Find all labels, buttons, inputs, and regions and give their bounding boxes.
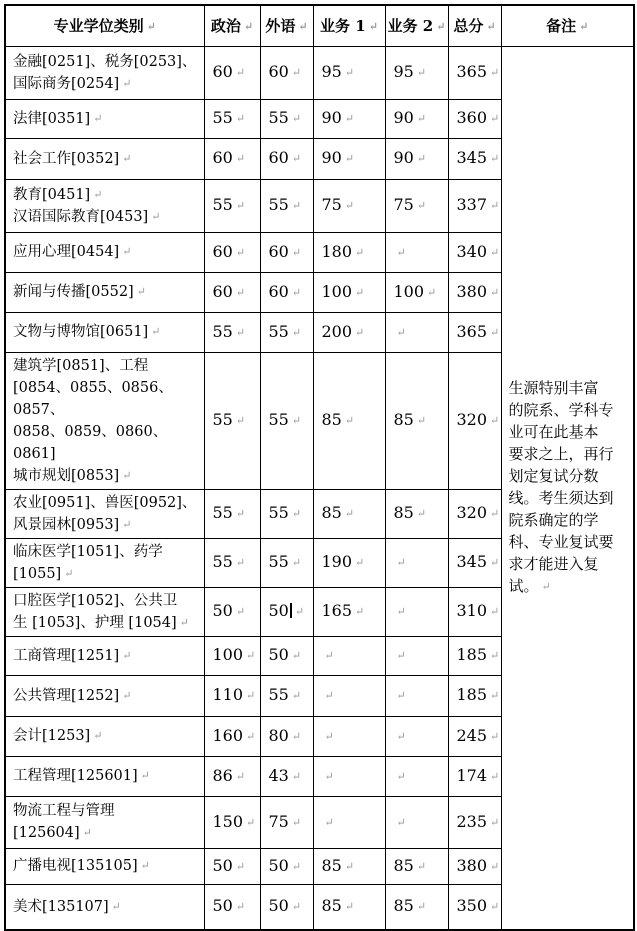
col-header-foreign-language-label: 外语 ↵ (265, 17, 307, 35)
politics-score-cell[interactable] (204, 796, 260, 848)
subject2-score-cell[interactable] (385, 352, 448, 489)
score-value: 55 ↵ (213, 410, 246, 429)
politics-score-cell[interactable] (204, 312, 260, 352)
politics-score-cell[interactable] (204, 538, 260, 587)
category-text: 会计[1253] ↵ (13, 725, 201, 747)
score-value: 60 ↵ (269, 282, 302, 301)
total-score-cell[interactable] (448, 716, 501, 756)
score-value (322, 645, 334, 664)
table-body (5, 46, 634, 930)
total-score-cell[interactable] (448, 796, 501, 848)
subject1-score-cell[interactable] (313, 179, 385, 232)
col-header-subject2-label: 业务 2 ↵ (388, 17, 446, 35)
category-cell[interactable] (5, 884, 204, 930)
subject1-score-cell[interactable] (313, 46, 385, 99)
score-value: 100 ↵ (322, 282, 365, 301)
subject1-score-cell[interactable] (313, 489, 385, 538)
subject2-score-cell[interactable] (385, 99, 448, 138)
subject2-score-cell[interactable] (385, 538, 448, 587)
category-cell[interactable] (5, 489, 204, 538)
score-value: 55 ↵ (213, 503, 246, 522)
col-header-category-label: 专业学位类别 ↵ (54, 17, 156, 35)
score-value: 55 ↵ (213, 552, 246, 571)
category-text: 建筑学[0851]、工程 [0854、0855、0856、0857、 0858、0859、0860、0861] 城市规划[0853] ↵ (13, 355, 201, 487)
subject2-score-cell[interactable] (385, 489, 448, 538)
politics-score-cell[interactable] (204, 46, 260, 99)
score-value (394, 552, 406, 571)
col-header-subject2[interactable] (385, 5, 448, 46)
total-score-cell[interactable] (448, 179, 501, 232)
subject1-score-cell[interactable] (313, 796, 385, 848)
score-value: 360 ↵ (457, 108, 500, 127)
text-caret (290, 603, 292, 618)
score-value (322, 726, 334, 745)
total-score-cell[interactable] (448, 99, 501, 138)
politics-score-cell[interactable] (204, 99, 260, 138)
score-value: 50 ↵ (213, 856, 246, 875)
score-value: 100 ↵ (394, 282, 437, 301)
score-value: 337 ↵ (457, 195, 500, 214)
subject1-score-cell[interactable] (313, 99, 385, 138)
score-value (322, 766, 334, 785)
foreign-language-score-cell[interactable] (260, 489, 313, 538)
col-header-subject1-label: 业务 1 ↵ (320, 17, 378, 35)
total-score-cell[interactable] (448, 46, 501, 99)
score-value: 55 ↵ (269, 410, 302, 429)
score-value: 180 ↵ (322, 242, 365, 261)
category-cell[interactable] (5, 272, 204, 312)
foreign-language-score-cell[interactable] (260, 796, 313, 848)
subject2-score-cell[interactable] (385, 138, 448, 179)
subject2-score-cell[interactable] (385, 716, 448, 756)
foreign-language-score-cell[interactable] (260, 312, 313, 352)
score-value: 235 ↵ (457, 812, 500, 831)
score-value: 150 ↵ (213, 812, 256, 831)
score-value: 90 ↵ (322, 148, 355, 167)
score-value: 365 ↵ (457, 322, 500, 341)
score-value (394, 685, 406, 704)
category-text: 美术[135107] ↵ (13, 896, 201, 918)
score-value: 55 ↵ (213, 322, 246, 341)
col-header-foreign-language[interactable] (260, 5, 313, 46)
remarks-cell[interactable] (501, 46, 634, 930)
score-value: 85 ↵ (394, 856, 427, 875)
col-header-notes[interactable] (501, 5, 634, 46)
foreign-language-score-cell[interactable] (260, 46, 313, 99)
subject2-score-cell[interactable] (385, 587, 448, 636)
subject1-score-cell[interactable] (313, 352, 385, 489)
total-score-cell[interactable] (448, 272, 501, 312)
politics-score-cell[interactable] (204, 716, 260, 756)
score-value: 320 ↵ (457, 410, 500, 429)
score-value: 95 ↵ (394, 62, 427, 81)
score-value (394, 322, 406, 341)
score-value: 50 ↵ (213, 601, 246, 620)
category-cell[interactable] (5, 232, 204, 272)
score-value: 75 ↵ (269, 812, 302, 831)
category-cell[interactable] (5, 587, 204, 636)
score-value: 60 ↵ (213, 62, 246, 81)
category-text: 文物与博物馆[0651] ↵ (13, 321, 201, 343)
score-value: 340 ↵ (457, 242, 500, 261)
foreign-language-score-cell[interactable] (260, 232, 313, 272)
subject2-score-cell[interactable] (385, 884, 448, 930)
score-value: 174 ↵ (457, 766, 500, 785)
total-score-cell[interactable] (448, 675, 501, 716)
score-value: 160 ↵ (213, 726, 256, 745)
score-value: 85 ↵ (394, 410, 427, 429)
score-value: 75 ↵ (394, 195, 427, 214)
header-row (5, 5, 634, 46)
score-value: 60 ↵ (213, 282, 246, 301)
score-value: 50 ↵ (213, 896, 246, 915)
politics-score-cell[interactable] (204, 636, 260, 675)
category-text: 公共管理[1252] ↵ (13, 685, 201, 707)
col-header-politics[interactable] (204, 5, 260, 46)
score-value: 55 ↵ (269, 108, 302, 127)
category-text: 广播电视[135105] ↵ (13, 855, 201, 877)
score-value: 50 ↵ (269, 645, 302, 664)
score-value: 50 ↵ (269, 856, 302, 875)
score-value (394, 726, 406, 745)
category-text: 工商管理[1251] ↵ (13, 645, 201, 667)
score-value: 365 ↵ (457, 62, 500, 81)
score-value: 80 ↵ (269, 726, 302, 745)
politics-score-cell[interactable] (204, 489, 260, 538)
score-value: 50 ↵ (269, 896, 302, 915)
col-header-subject1[interactable] (313, 5, 385, 46)
score-value: 85 ↵ (394, 503, 427, 522)
score-value: 60 ↵ (269, 242, 302, 261)
score-value: 43 ↵ (269, 766, 302, 785)
score-value: 165 ↵ (322, 601, 365, 620)
subject1-score-cell[interactable] (313, 272, 385, 312)
score-value: 185 ↵ (457, 645, 500, 664)
score-value: 95 ↵ (322, 62, 355, 81)
politics-score-cell[interactable] (204, 179, 260, 232)
subject2-score-cell[interactable] (385, 312, 448, 352)
table-header (5, 5, 634, 46)
score-value: 350 ↵ (457, 896, 500, 915)
category-text: 教育[0451] ↵ (13, 184, 201, 206)
score-value: 345 ↵ (457, 148, 500, 167)
score-value (322, 812, 334, 831)
foreign-language-score-cell[interactable] (260, 756, 313, 796)
score-value: 200 ↵ (322, 322, 365, 341)
politics-score-cell[interactable] (204, 232, 260, 272)
subject1-score-cell[interactable] (313, 636, 385, 675)
foreign-language-score-cell[interactable] (260, 538, 313, 587)
total-score-cell[interactable] (448, 538, 501, 587)
category-cell[interactable] (5, 538, 204, 587)
score-value: 90 ↵ (394, 148, 427, 167)
subject2-score-cell[interactable] (385, 756, 448, 796)
subject2-score-cell[interactable] (385, 46, 448, 99)
category-cell[interactable] (5, 99, 204, 138)
subject1-score-cell[interactable] (313, 538, 385, 587)
score-value: 85 ↵ (322, 856, 355, 875)
category-text: 临床医学[1051]、药学 [1055] ↵ (13, 541, 201, 585)
politics-score-cell[interactable] (204, 884, 260, 930)
score-value: 60 ↵ (269, 148, 302, 167)
subject1-score-cell[interactable] (313, 716, 385, 756)
category-cell[interactable] (5, 756, 204, 796)
table-row (5, 46, 634, 99)
category-cell[interactable] (5, 636, 204, 675)
total-score-cell[interactable] (448, 232, 501, 272)
subject1-score-cell[interactable] (313, 675, 385, 716)
subject2-score-cell[interactable] (385, 848, 448, 884)
score-value (394, 812, 406, 831)
politics-score-cell[interactable] (204, 352, 260, 489)
score-value (394, 645, 406, 664)
total-score-cell[interactable] (448, 756, 501, 796)
score-value: 85 ↵ (322, 503, 355, 522)
col-header-total[interactable] (448, 5, 501, 46)
category-text: 新闻与传播[0552] ↵ (13, 281, 201, 303)
score-value: 245 ↵ (457, 726, 500, 745)
subject1-score-cell[interactable] (313, 884, 385, 930)
score-value: 60 ↵ (213, 242, 246, 261)
score-value: 75 ↵ (322, 195, 355, 214)
score-value: 85 ↵ (322, 896, 355, 915)
total-score-cell[interactable] (448, 489, 501, 538)
score-value (394, 242, 406, 261)
foreign-language-score-cell[interactable] (260, 716, 313, 756)
subject1-score-cell[interactable] (313, 232, 385, 272)
subject2-score-cell[interactable] (385, 232, 448, 272)
score-value: 345 ↵ (457, 552, 500, 571)
total-score-cell[interactable] (448, 636, 501, 675)
score-value: 185 ↵ (457, 685, 500, 704)
subject1-score-cell[interactable] (313, 587, 385, 636)
category-cell[interactable] (5, 352, 204, 489)
score-value: 55 ↵ (269, 322, 302, 341)
total-score-cell[interactable] (448, 138, 501, 179)
score-value: 380 ↵ (457, 856, 500, 875)
category-cell[interactable] (5, 796, 204, 848)
subject1-score-cell[interactable] (313, 312, 385, 352)
subject1-score-cell[interactable] (313, 138, 385, 179)
scores-table (4, 4, 635, 931)
score-value: 90 ↵ (394, 108, 427, 127)
category-text: 社会工作[0352] ↵ (13, 148, 201, 170)
subject2-score-cell[interactable] (385, 796, 448, 848)
score-value: 380 ↵ (457, 282, 500, 301)
score-value: 50 ↵ (269, 601, 305, 620)
politics-score-cell[interactable] (204, 675, 260, 716)
col-header-total-label: 总分 ↵ (453, 17, 495, 35)
foreign-language-score-cell[interactable] (260, 99, 313, 138)
score-value: 55 ↵ (213, 108, 246, 127)
foreign-language-score-cell[interactable] (260, 352, 313, 489)
foreign-language-score-cell[interactable] (260, 636, 313, 675)
col-header-category[interactable] (5, 5, 204, 46)
col-header-politics-label: 政治 ↵ (211, 17, 253, 35)
foreign-language-score-cell[interactable] (260, 587, 313, 636)
category-text: 法律[0351] ↵ (13, 108, 201, 130)
score-value: 55 ↵ (269, 195, 302, 214)
score-value: 100 ↵ (213, 645, 256, 664)
score-value (322, 685, 334, 704)
category-cell[interactable] (5, 138, 204, 179)
score-value (394, 766, 406, 785)
category-text: 工程管理[125601] ↵ (13, 765, 201, 787)
category-text: 金融[0251]、税务[0253]、 国际商务[0254] ↵ (13, 51, 201, 95)
score-value: 85 ↵ (322, 410, 355, 429)
subject2-score-cell[interactable] (385, 272, 448, 312)
subject2-score-cell[interactable] (385, 636, 448, 675)
score-value: 60 ↵ (213, 148, 246, 167)
foreign-language-score-cell[interactable] (260, 179, 313, 232)
total-score-cell[interactable] (448, 884, 501, 930)
total-score-cell[interactable] (448, 848, 501, 884)
score-value: 310 ↵ (457, 601, 500, 620)
subject2-score-cell[interactable] (385, 179, 448, 232)
document-page (4, 4, 633, 931)
politics-score-cell[interactable] (204, 587, 260, 636)
score-value: 55 ↵ (269, 685, 302, 704)
foreign-language-score-cell[interactable] (260, 675, 313, 716)
category-text: 口腔医学[1052]、公共卫 生 [1053]、护理 [1054] ↵ (13, 590, 201, 634)
score-value: 90 ↵ (322, 108, 355, 127)
score-value: 55 ↵ (269, 503, 302, 522)
category-text: 汉语国际教育[0453] ↵ (13, 206, 201, 228)
score-value: 320 ↵ (457, 503, 500, 522)
score-value: 55 ↵ (213, 195, 246, 214)
total-score-cell[interactable] (448, 352, 501, 489)
subject1-score-cell[interactable] (313, 848, 385, 884)
politics-score-cell[interactable] (204, 848, 260, 884)
score-value: 60 ↵ (269, 62, 302, 81)
foreign-language-score-cell[interactable] (260, 272, 313, 312)
foreign-language-score-cell[interactable] (260, 884, 313, 930)
total-score-cell[interactable] (448, 587, 501, 636)
category-cell[interactable] (5, 179, 204, 232)
category-cell[interactable] (5, 848, 204, 884)
foreign-language-score-cell[interactable] (260, 848, 313, 884)
category-cell[interactable] (5, 716, 204, 756)
total-score-cell[interactable] (448, 312, 501, 352)
col-header-notes-label: 备注 ↵ (546, 17, 588, 35)
score-value: 190 ↵ (322, 552, 365, 571)
score-value: 86 ↵ (213, 766, 246, 785)
remarks-text: 生源特别丰富 的院系、学科专 业可在此基本 要求之上，再行 划定复试分数 线。考生须达到 院系确定的学 科、专业复试要 求才能进入复 试。 ↵ (509, 379, 614, 595)
score-value: 55 ↵ (269, 552, 302, 571)
politics-score-cell[interactable] (204, 756, 260, 796)
politics-score-cell[interactable] (204, 272, 260, 312)
subject2-score-cell[interactable] (385, 675, 448, 716)
score-value: 110 ↵ (213, 685, 256, 704)
score-value: 85 ↵ (394, 896, 427, 915)
category-cell[interactable] (5, 312, 204, 352)
score-value (394, 601, 406, 620)
category-cell[interactable] (5, 46, 204, 99)
foreign-language-score-cell[interactable] (260, 138, 313, 179)
category-text: 应用心理[0454] ↵ (13, 241, 201, 263)
category-cell[interactable] (5, 675, 204, 716)
category-text: 农业[0951]、兽医[0952]、 风景园林[0953] ↵ (13, 492, 201, 536)
subject1-score-cell[interactable] (313, 756, 385, 796)
politics-score-cell[interactable] (204, 138, 260, 179)
category-text: 物流工程与管理 [125604] ↵ (13, 800, 201, 844)
